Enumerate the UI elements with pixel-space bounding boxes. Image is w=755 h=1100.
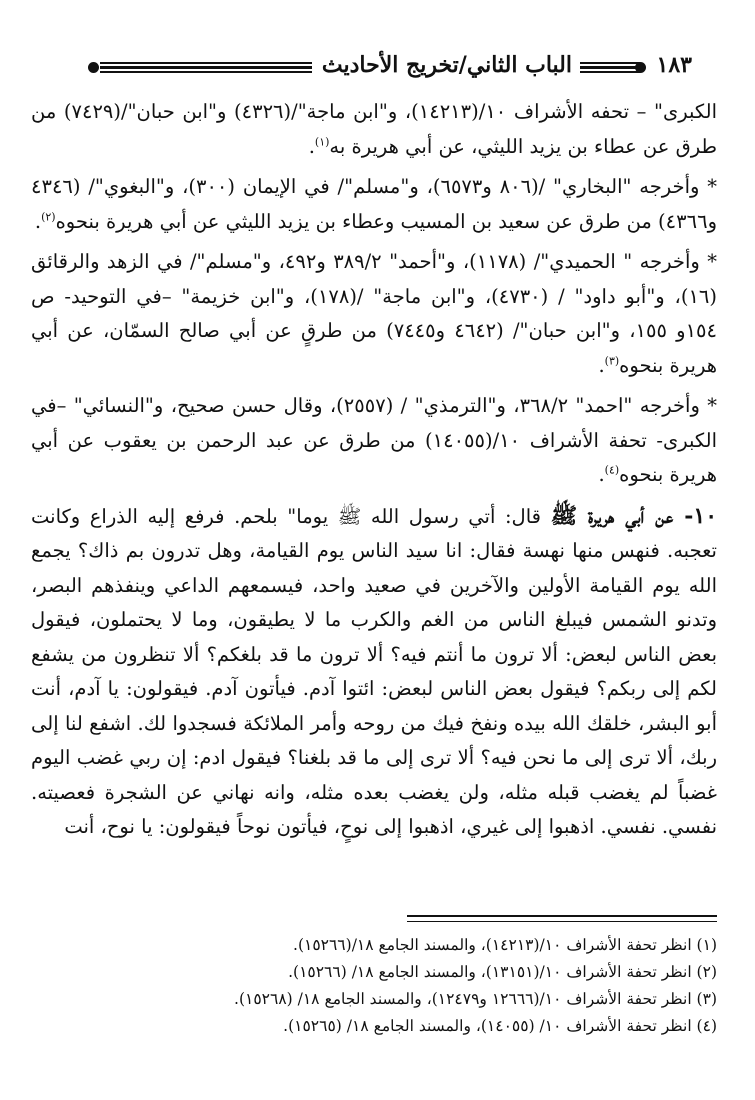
hadith-text: قال: أتي رسول الله ﷺ يوما" بلحم. فرفع إليه الذراع وكانت تعجبه. فنهس منها نهسة فقال: انا سيد الناس يوم القيامة، وهل تدرون بم ذاك؟ يجمع الله يوم القيامة الأولين والآخرين في صعيد واحد، فيسمعهم الداعي وينفذهم البصر، وتدنو الشمس فيبلغ الناس من الغم والكرب ما لا يطيقون، وما لا يحتملون، فيقول بعض الناس لبعض: ألا ترون ما أنتم فيه؟ ألا ترون ما قد بلغكم؟ ألا تنظرون من يشفع لكم إلى ربكم؟ فيقول بعض الناس لبعض: ائتوا آدم. فيأتون آدم. فيقولون: يا آدم، أنت أبو البشر، خلقك الله بيده ونفخ فيك من روحه وأمر الملائكة فسجدوا لك. اشفع لنا إلى ربك، ألا ترى إلى ما نحن فيه؟ ألا ترى إلى ما قد بلغنا؟ فيقول ادم: إن ربي غضب اليوم غضباً لم يغضب قبله مثله، ولن يغضب بعده مثله، وانه نهاني عن الشجرة فعصيته. نفسي. نفسي. اذهبوا إلى غيري، اذهبوا إلى نوحٍ، فيأتون نوحاً فيقولون: يا نوح، أنت: [31, 504, 717, 838]
header-rule: [580, 62, 640, 72]
footnote: (١) انظر تحفة الأشراف ١٠/(١٤٢١٣)، والمسند الجامع ١٨/(١٥٢٦٦).: [293, 936, 717, 954]
paragraph-text: * وأخرجه " الحميدي"/ (١١٧٨)، و"أحمد" ٣٨٩/٢ و٤٩٢، و"مسلم"/ في الزهد والرقائق (١٦)، و"أبو داود" / (٤٧٣٠)، و"ابن ماجة" /(١٧٨)، و"ابن خزيمة" –في التوحيد- ص ١٥٤و ١٥٥، و"ابن حبان"/ (٤٦٤٢ و٧٤٤٥) من طرقٍ عن أبي صالح السمّان، عن أبي هريرة بنحوه: [31, 250, 717, 377]
paragraph: [31, 389, 717, 493]
footnotes: [31, 932, 717, 1040]
footnote-ref: (٣): [604, 354, 620, 367]
paragraph-text: * وأخرجه "احمد" ٣٦٨/٢، و"الترمذي" / (٢٥٥٧)، وقال حسن صحيح، و"النسائي" –في الكبرى- تحفة الأشراف ١٠/(١٤٠٥٥) من طرق عن عبد الرحمن بن يعقوب عن أبي هريرة بنحوه: [31, 394, 718, 486]
paragraph-text: الكبرى" – تحفه الأشراف ١٠/(١٤٢١٣)، و"ابن ماجة"/(٤٣٢٦) و"ابن حبان"/(٧٤٢٩) من طرق عن عطاء بن يزيد الليثي، عن أبي هريرة به: [31, 100, 717, 158]
footnote: (٢) انظر تحفة الأشراف ١٠/(١٣١٥١)، والمسند الجامع ١٨/ (١٥٢٦٦).: [288, 963, 717, 981]
hadith-heading: ١٠- عن أبي هريرة ﷺ: [550, 502, 718, 529]
header-ornament-dot: [88, 62, 99, 73]
footnote-separator: [407, 915, 717, 917]
main-text: [31, 95, 717, 851]
footnote: (٣) انظر تحفة الأشراف ١٠/(١٢٦٦٦ و١٢٤٧٩)، والمسند الجامع ١٨/ (١٥٢٦٨).: [234, 990, 717, 1008]
paragraph: [31, 170, 717, 239]
paragraph-end: .: [308, 134, 315, 158]
paragraph: [31, 245, 717, 383]
footnote: (٤) انظر تحفة الأشراف ١٠/ (١٤٠٥٥)، والمسند الجامع ١٨/ (١٥٢٦٥).: [283, 1017, 717, 1035]
footnote-ref: (٤): [604, 463, 620, 477]
footnote-ref: (٢): [41, 210, 56, 223]
paragraph-end: .: [34, 209, 42, 233]
chapter-title: الباب الثاني/تخريج الأحاديث: [321, 52, 572, 78]
paragraph-end: .: [598, 463, 605, 486]
paragraph: [31, 95, 717, 164]
page-number: ١٨٣: [656, 52, 692, 78]
footnote-separator: [407, 921, 717, 922]
page-header: [88, 50, 692, 90]
header-rule: [100, 62, 312, 72]
paragraph-text: * وأخرجه "البخاري" /(٨٠٦ و٦٥٧٣)، و"مسلم"/ في الإيمان (٣٠٠)، و"البغوي"/ (٤٣٤٦ و٤٣٦٦) من طرق عن سعيد بن المسيب وعطاء بن يزيد الليثي عن أبي هريرة بنحوه: [31, 175, 718, 233]
footnote-ref: (١): [314, 135, 330, 148]
paragraph-end: .: [598, 353, 605, 377]
hadith-paragraph: [31, 499, 717, 845]
